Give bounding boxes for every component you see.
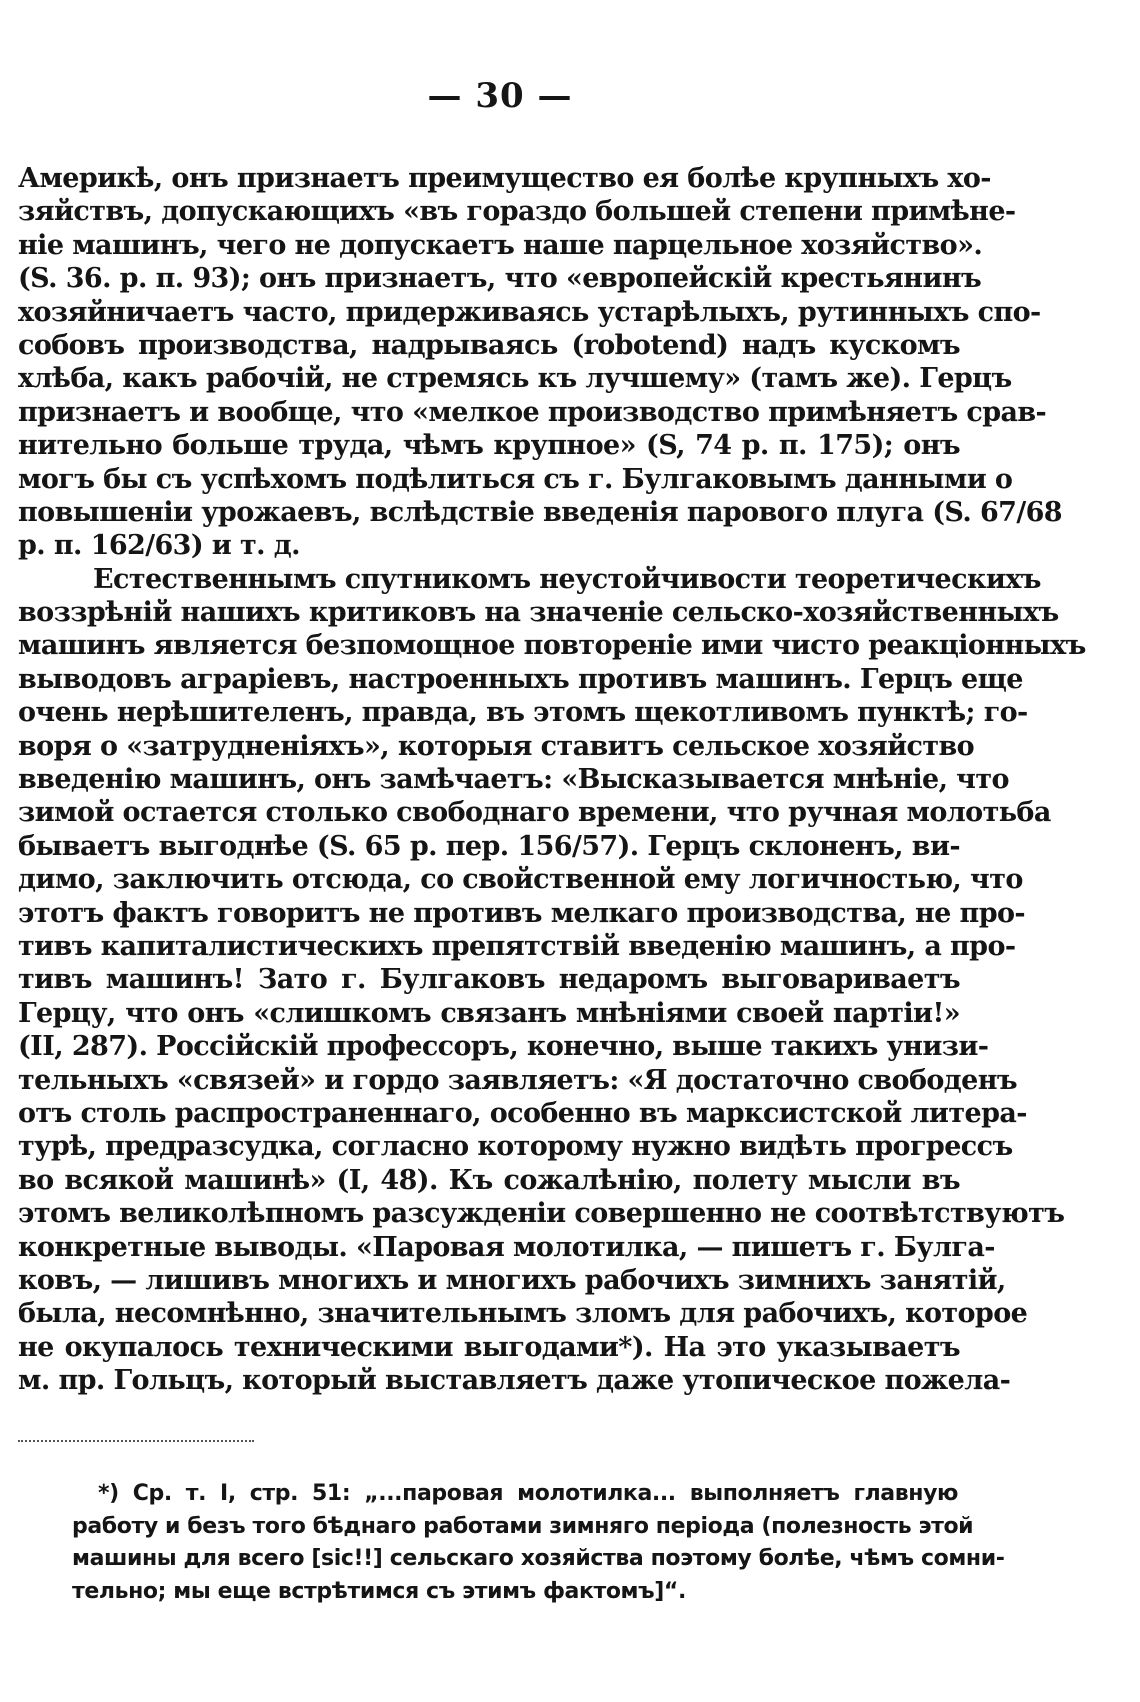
body-line: тельныхъ «связей» и гордо заявляетъ: «Я достаточно свободенъ [18,1064,1018,1096]
body-text [18,162,1086,1397]
body-line: (II, 287). Россійскій профессоръ, конечно, выше такихъ унизи- [18,1031,989,1063]
body-line: тивъ машинъ! Зато г. Булгаковъ недаромъ выговариваетъ [18,964,960,996]
body-line: ніе машинъ, чего не допускаетъ наше парцельное хозяйство». [18,229,983,261]
body-line: турѣ, предразсудка, согласно которому нужно видѣть прогрессъ [18,1131,1013,1163]
body-line: p. п. 162/63) и т. д. [18,530,300,562]
body-line: очень нерѣшителенъ, правда, въ этомъ щекотливомъ пунктѣ; го- [18,697,1028,729]
body-line: введенію машинъ, онъ замѣчаетъ: «Высказывается мнѣніе, что [18,764,1009,796]
body-line: выводовъ аграріевъ, настроенныхъ противъ машинъ. Герцъ еще [18,663,1023,695]
body-line: ковъ, — лишивъ многихъ и многихъ рабочихъ зимнихъ занятій, [18,1264,1006,1296]
body-line: повышеніи урожаевъ, вслѣдствіе введенія парового плуга (S. 67/68 [18,496,1062,528]
body-line: Естественнымъ спутникомъ неустойчивости теоретическихъ [93,563,1041,595]
body-line: хозяйничаетъ часто, придерживаясь устарѣлыхъ, рутинныхъ спо- [18,296,1041,328]
body-line: тивъ капиталистическихъ препятствій введенію машинъ, а про- [18,930,1016,962]
body-line: воря о «затрудненіяхъ», которыя ставитъ сельское хозяйство [18,730,975,762]
body-line: хлѣба, какъ рабочій, не стремясь къ лучшему» (тамъ же). Герцъ [18,363,1012,395]
body-line: во всякой машинѣ» (I, 48). Къ сожалѣнію, полету мысли въ [18,1164,960,1196]
footnote-line: работу и безъ того бѣднаго работами зимняго періода (полезность этой [72,1513,974,1539]
body-line: этотъ фактъ говоритъ не противъ мелкаго производства, не про- [18,897,1026,929]
body-line: машинъ является безпомощное повтореніе ими чисто реакціонныхъ [18,630,1086,662]
body-line: м. пр. Гольцъ, который выставляетъ даже утопическое пожела- [18,1365,1011,1397]
footnote-separator [18,1440,254,1442]
body-line: воззрѣній нашихъ критиковъ на значеніе сельско-хозяйственныхъ [18,597,1059,629]
footnote-line: машины для всего [sic!!] сельскаго хозяйства поэтому болѣе, чѣмъ сомни- [72,1546,1005,1571]
footnote-line: тельно; мы еще встрѣтимся съ этимъ фактомъ]“. [72,1578,686,1604]
body-line: Америкѣ, онъ признаетъ преимущество ея болѣе крупныхъ хо- [18,163,991,194]
body-line: зяйствъ, допускающихъ «въ гораздо большей степени примѣне- [18,196,1016,228]
body-line: Герцу, что онъ «слишкомъ связанъ мнѣніями своей партіи!» [18,997,960,1029]
body-line: нительно больше труда, чѣмъ крупное» (S, 74 p. п. 175); онъ [18,430,960,462]
body-line: конкретные выводы. «Паровая молотилка, — пишетъ г. Булга- [18,1231,995,1263]
page-number: — 30 — [427,76,573,116]
body-line: (S. 36. p. п. 93); онъ признаетъ, что «европейскій крестьянинъ [18,263,982,295]
body-line: отъ столь распространеннаго, особенно въ марксистской литера- [18,1097,1027,1129]
body-line: была, несомнѣнно, значительнымъ зломъ для рабочихъ, которое [18,1298,1028,1330]
body-line: бываетъ выгоднѣе (S. 65 p. пер. 156/57). Герцъ склоненъ, ви- [18,830,960,862]
footnote [72,1478,1005,1608]
body-line: могъ бы съ успѣхомъ подѣлиться съ г. Булгаковымъ данными о [18,463,1013,495]
body-line: не окупалось техническими выгодами*). На это указываетъ [18,1331,960,1363]
body-line: зимой остается столько свободнаго времени, что ручная молотьба [18,797,1051,829]
body-line: этомъ великолѣпномъ разсужденіи совершенно не соотвѣтствуютъ [18,1198,1065,1230]
body-line: собовъ производства, надрываясь (robotend) надъ кускомъ [18,329,960,361]
body-line: признаетъ и вообще, что «мелкое производство примѣняетъ срав- [18,396,1047,428]
footnote-line: *) Ср. т. I, стр. 51: „...паровая молотилка... выполняетъ главную [98,1481,958,1506]
body-line: димо, заключить отсюда, со свойственной ему логичностью, что [18,864,1023,896]
